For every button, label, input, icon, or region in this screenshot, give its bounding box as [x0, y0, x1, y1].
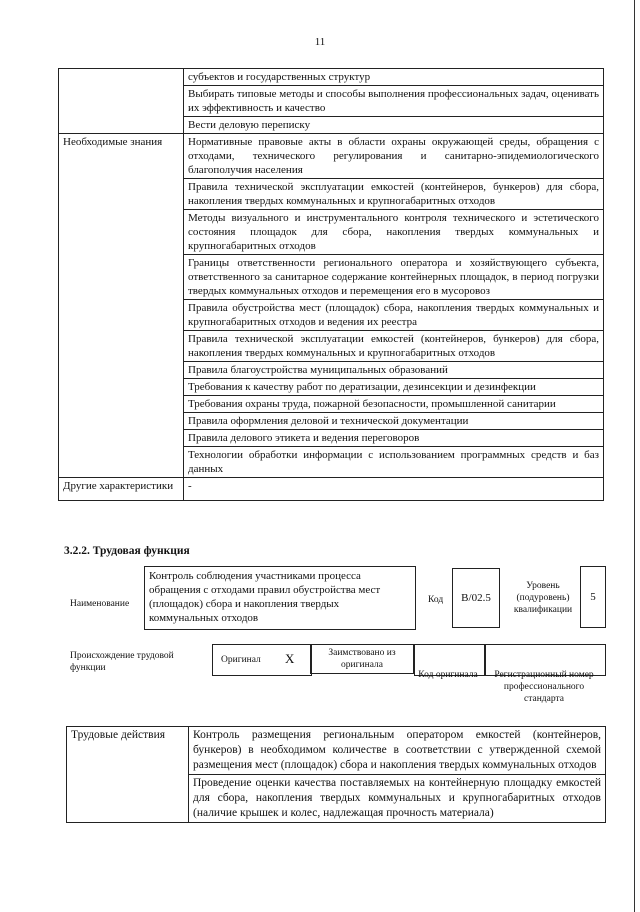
table-cell: Правила технической эксплуатации емкостей (контейнеров, бункеров) для сбора, накопления твердых коммунальных и крупногабаритных отходов: [184, 331, 604, 362]
table-row: [59, 69, 604, 86]
table-cell: Методы визуального и инструментального контроля технического и эстетического состояния площадок для сбора, накопления твердых коммунальных и крупногабаритных отходов: [184, 210, 604, 255]
borrowed-label: Заимствовано из оригинала: [310, 644, 414, 674]
actions-label: Трудовые действия: [67, 727, 189, 823]
table-cell: Требования к качеству работ по дератизации, дезинсекции и дезинфекции: [184, 379, 604, 396]
table-cell: субъектов и государственных структур: [184, 69, 604, 86]
other-characteristics-value: -: [184, 478, 604, 501]
reg-number-label: Регистрационный номер профессионального стандарта: [494, 670, 594, 704]
original-mark: X: [285, 651, 295, 666]
other-characteristics-label: Другие характеристики: [59, 478, 184, 501]
actions-table: [66, 726, 606, 823]
original-cell: [212, 644, 312, 676]
table-cell: Выбирать типовые методы и способы выполнения профессиональных задач, оценивать их эффективность и качество: [184, 86, 604, 117]
knowledge-label: Необходимые знания: [59, 134, 184, 478]
table-cell: Границы ответственности регионального оператора и хозяйствующего субъекта, ответственного за санитарное содержание контейнерных площадок, в период погрузки твердых коммунальных отходов и перемещения его в мусоровоз: [184, 255, 604, 300]
original-label: Оригинал: [221, 655, 261, 665]
table-cell: Правила оформления деловой и технической документации: [184, 413, 604, 430]
table-cell: Правила благоустройства муниципальных образований: [184, 362, 604, 379]
section-title: 3.2.2. Трудовая функция: [64, 545, 190, 557]
table-cell: Контроль размещения региональным оператором емкостей (контейнеров, бункеров) в необходимом количестве в соответствии с утвержденной схемой размещения мест (площадок) сбора и накопления твердых коммунальных отходов: [189, 727, 606, 775]
code-label: Код: [428, 595, 444, 605]
name-label: Наименование: [70, 599, 130, 609]
table-cell: Технологии обработки информации с использованием программных средств и баз данных: [184, 447, 604, 478]
level-label: Уровень (подуровень) квалификации: [513, 581, 573, 615]
table-cell: Правила обустройства мест (площадок) сбора, накопления твердых коммунальных и крупногабаритных отходов и ведения их реестра: [184, 300, 604, 331]
table-row: [59, 134, 604, 179]
origin-label: Происхождение трудовой функции: [70, 651, 174, 673]
function-name: Контроль соблюдения участниками процесса обращения с отходами правил обустройства мест (площадок) сбора и накопления твердых коммунальных отходов: [144, 566, 416, 630]
table-cell: Проведение оценки качества поставляемых на контейнерную площадку емкостей для сбора, накопления твердых коммунальных и крупногабаритных отходов (наличие крышек и колес, надлежащая прочность материала): [189, 775, 606, 823]
skills-label-cell: [59, 69, 184, 134]
table-cell: Правила технической эксплуатации емкостей (контейнеров, бункеров) для сбора, накопления твердых коммунальных и крупногабаритных отходов: [184, 179, 604, 210]
table-cell: Вести деловую переписку: [184, 117, 604, 134]
table-row: [59, 478, 604, 501]
table-cell: Требования охраны труда, пожарной безопасности, промышленной санитарии: [184, 396, 604, 413]
code-original-label: Код оригинала: [418, 670, 478, 680]
level-value: 5: [580, 566, 606, 628]
knowledge-table: [58, 68, 604, 501]
table-row: [67, 727, 606, 775]
table-cell: Правила делового этикета и ведения переговоров: [184, 430, 604, 447]
page-number: 11: [314, 36, 326, 48]
table-cell: Нормативные правовые акты в области охраны окружающей среды, обращения с отходами, технического регулирования и санитарно-эпидемиологического благополучия населения: [184, 134, 604, 179]
code-value: B/02.5: [452, 568, 500, 628]
